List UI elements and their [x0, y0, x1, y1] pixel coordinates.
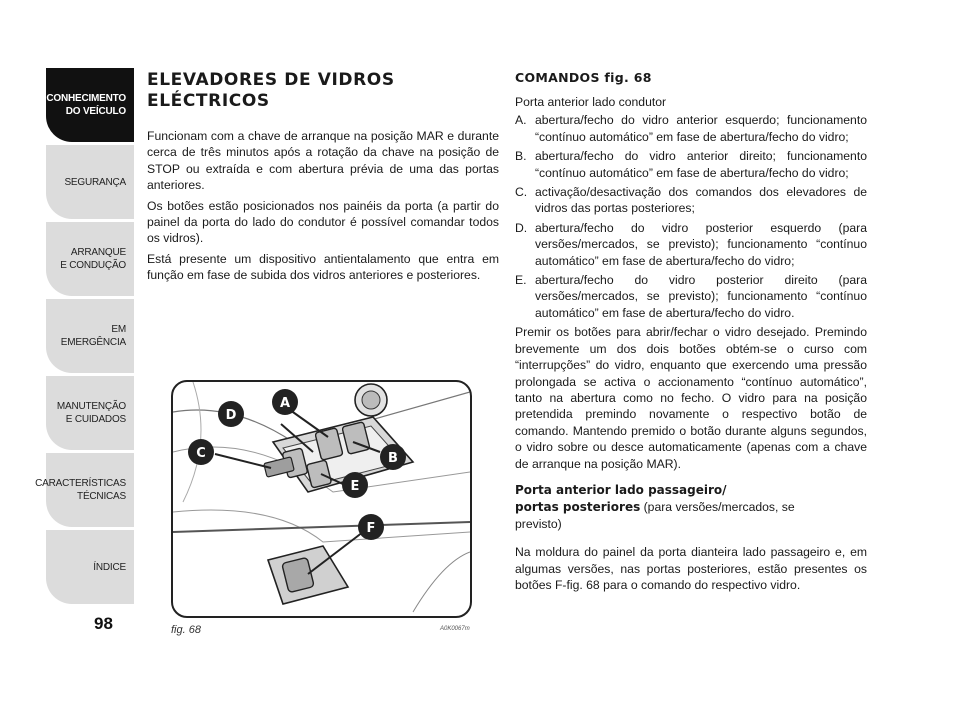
operation-paragraph: Premir os botões para abrir/fechar o vidro desejado. Premindo brevemente um dos dois botões obtém-se o curso com “interrupções” do vidro, enquanto que exercendo uma pressão prolongada se activa o accionamento “contínuo automático”, tanto na abertura como no fecho. O vidro para na posição pretendida premindo novamente o respectivo botão de comando. Mantendo premido o botão durante alguns segundos, o vidro sobre ou desce automaticamente (apenas com a chave de arranque na posição MAR).	[515, 325, 867, 471]
figure-label-c: C	[196, 446, 206, 461]
tab-em-emergencia[interactable]	[46, 299, 134, 373]
body-paragraph: Funcionam com a chave de arranque na posição MAR e durante cerca de três minutos após a rotação da chave na posição de STOP ou extraída e com abertura prévia de uma das portas anteriores.	[147, 129, 499, 193]
subhead-note-cont: previsto)	[515, 516, 562, 531]
list-item	[515, 148, 867, 181]
tab-arranque-e-conducao[interactable]	[46, 222, 134, 296]
tab-label: EM EMERGÊNCIA	[60, 324, 126, 348]
body-paragraph: Os botões estão posicionados nos painéis da porta (a partir do painel da porta do lado do condutor é possível comandar todos os vidros).	[147, 198, 499, 246]
item-letter: C.	[515, 185, 528, 200]
item-text: activação/desactivação dos comandos dos elevadores de vidros das portas posteriores;	[535, 185, 867, 216]
passenger-switch	[268, 546, 348, 604]
list-item	[515, 220, 867, 269]
tab-caracteristicas-tecnicas[interactable]	[35, 453, 134, 527]
commands-heading: COMANDOS fig. 68	[515, 70, 652, 85]
left-column	[147, 70, 499, 288]
tab-label: CONHECIMENTO DO VEÍCULO	[46, 93, 126, 117]
tab-seguranca[interactable]	[46, 145, 134, 219]
item-letter: E.	[515, 273, 527, 288]
item-text: abertura/fecho do vidro anterior direito; funcionamento “contínuo automático” em fase de abertura/fecho do vidro;	[535, 149, 867, 180]
passenger-paragraph: Na moldura do painel da porta dianteira lado passageiro e, em algumas versões, nas portas posteriores, estão presentes os botões F-fig. 68 para o comando do respectivo vidro.	[515, 545, 867, 593]
figure-label-d: D	[225, 408, 237, 423]
right-column	[515, 70, 867, 604]
tab-label: ÍNDICE	[93, 561, 126, 573]
tab-conhecimento-do-veiculo[interactable]	[46, 68, 134, 142]
figure-window-controls	[171, 380, 472, 618]
label-badge-b	[380, 444, 406, 470]
item-letter: A.	[515, 113, 527, 128]
item-letter: D.	[515, 220, 528, 235]
passenger-subsection	[515, 482, 867, 532]
figure-label-f: F	[366, 521, 376, 536]
figure-label-a: A	[279, 396, 291, 411]
label-badge-d	[218, 401, 244, 427]
list-item	[515, 184, 867, 217]
item-text: abertura/fecho do vidro anterior esquerdo; funcionamento “contínuo automático” em fase de abertura/fecho do vidro;	[535, 113, 867, 144]
page-number: 98	[94, 614, 113, 633]
passenger-subhead-line2: portas posteriores	[515, 499, 641, 514]
tab-label: ARRANQUE E CONDUÇÃO	[60, 247, 126, 271]
body-paragraph: Está presente um dispositivo antientalamento que entra em função em fase de subida dos vidros anteriores e posteriores.	[147, 251, 499, 283]
label-badge-a	[272, 389, 298, 415]
tab-indice[interactable]	[46, 530, 134, 604]
item-letter: B.	[515, 149, 527, 164]
label-badge-c	[188, 439, 214, 465]
passenger-subhead-line1: Porta anterior lado passageiro/	[515, 482, 727, 497]
tab-label: CARACTERÍSTICAS TÉCNICAS	[35, 478, 126, 502]
tab-label: SEGURANÇA	[64, 176, 126, 188]
list-item	[515, 112, 867, 145]
window-switch-illustration	[173, 382, 470, 616]
list-item	[515, 272, 867, 321]
chapter-sidebar	[35, 68, 134, 607]
item-text: abertura/fecho do vidro posterior direito (para versões/mercados, se previsto); funcionamento “contínuo automático” em fase de abertura/fecho do vidro.	[535, 273, 867, 320]
tab-manutencao-e-cuidados[interactable]	[46, 376, 134, 450]
figure-label-e: E	[350, 479, 360, 494]
item-text: abertura/fecho do vidro posterior esquerdo (para versões/mercados, se previsto); funcionamento “contínuo automático” em fase de abertura/fecho do vidro;	[535, 220, 867, 268]
label-badge-e	[342, 472, 368, 498]
section-title: ELEVADORES DE VIDROS ELÉCTRICOS	[147, 70, 395, 111]
driver-door-intro: Porta anterior lado condutor	[515, 95, 667, 109]
label-badge-f	[358, 514, 384, 540]
tab-label: MANUTENÇÃO E CUIDADOS	[56, 401, 126, 425]
figure-code: A0K0067m	[440, 626, 470, 632]
figure-caption: fig. 68	[171, 624, 201, 636]
subhead-note: (para versões/mercados, se	[640, 499, 795, 514]
figure-label-b: B	[388, 451, 398, 466]
